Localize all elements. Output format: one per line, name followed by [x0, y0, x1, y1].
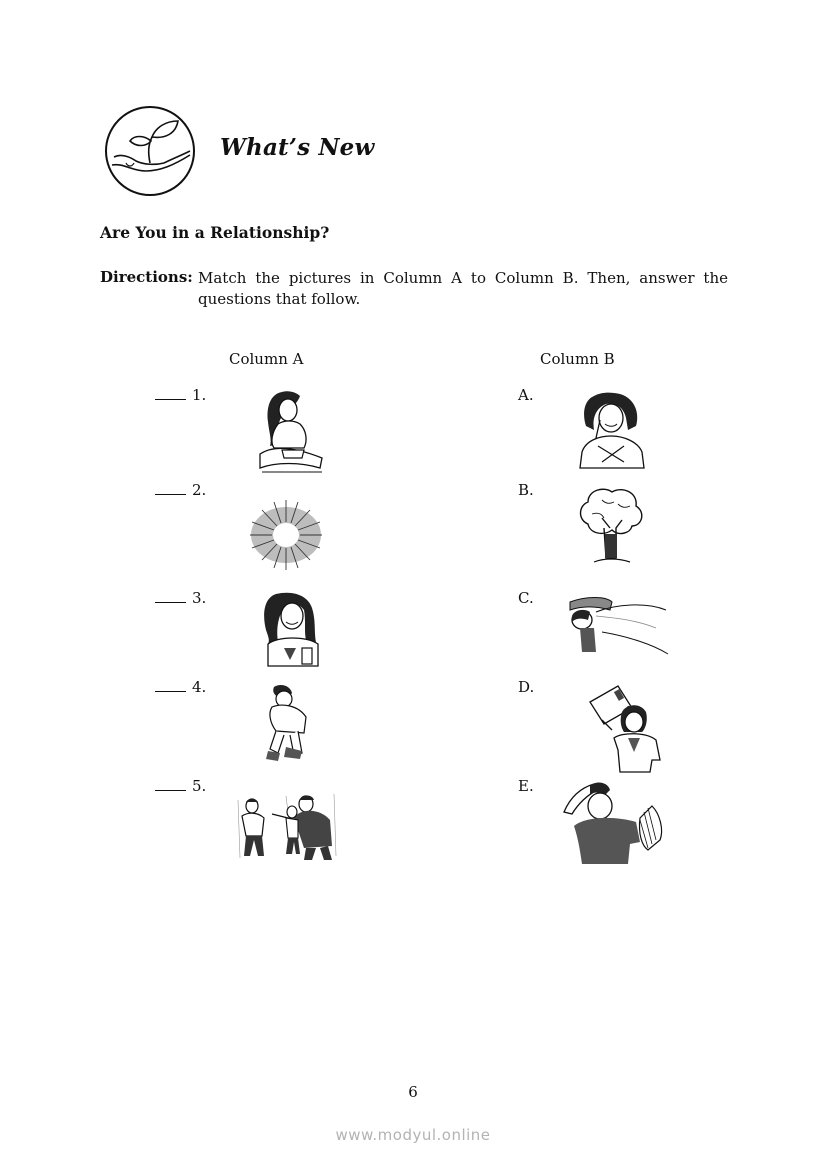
choice-letter-b: B. [518, 481, 534, 499]
boy-fanning-icon [560, 778, 670, 870]
sun-icon [248, 498, 324, 576]
answer-item-2: 2. [155, 481, 206, 499]
boy-tying-shoes-icon [262, 683, 312, 769]
section-title: What’s New [220, 134, 375, 161]
choice-letter-d: D. [518, 678, 535, 696]
answer-blank[interactable] [155, 690, 186, 692]
choice-letter-e: E. [518, 777, 534, 795]
girl-touching-cheek-icon [574, 390, 648, 474]
tree-icon [574, 484, 646, 570]
girl-holding-paper-icon [588, 680, 664, 778]
answer-blank[interactable] [155, 493, 186, 495]
answer-item-1: 1. [155, 386, 206, 404]
answer-item-4: 4. [155, 678, 206, 696]
column-a-heading: Column A [229, 350, 304, 368]
answer-blank[interactable] [155, 398, 186, 400]
column-b-heading: Column B [540, 350, 615, 368]
answer-item-3: 3. [155, 589, 206, 607]
answer-blank[interactable] [155, 789, 186, 791]
person-lying-down-icon [566, 592, 670, 662]
activity-title: Are You in a Relationship? [100, 223, 330, 242]
directions-label: Directions: [100, 268, 193, 286]
boys-playing-icon [236, 790, 342, 866]
page-number: 6 [408, 1083, 418, 1101]
watermark: www.modyul.online [335, 1126, 491, 1144]
choice-letter-c: C. [518, 589, 534, 607]
woman-holding-glass-icon [254, 590, 326, 672]
choice-letter-a: A. [518, 386, 534, 404]
girl-reading-book-icon [252, 388, 328, 480]
answer-blank[interactable] [155, 601, 186, 603]
directions-text: Match the pictures in Column A to Column B. Then, answer the questions that follow. [198, 269, 728, 308]
plant-in-hand-icon [104, 105, 196, 197]
answer-item-5: 5. [155, 777, 206, 795]
